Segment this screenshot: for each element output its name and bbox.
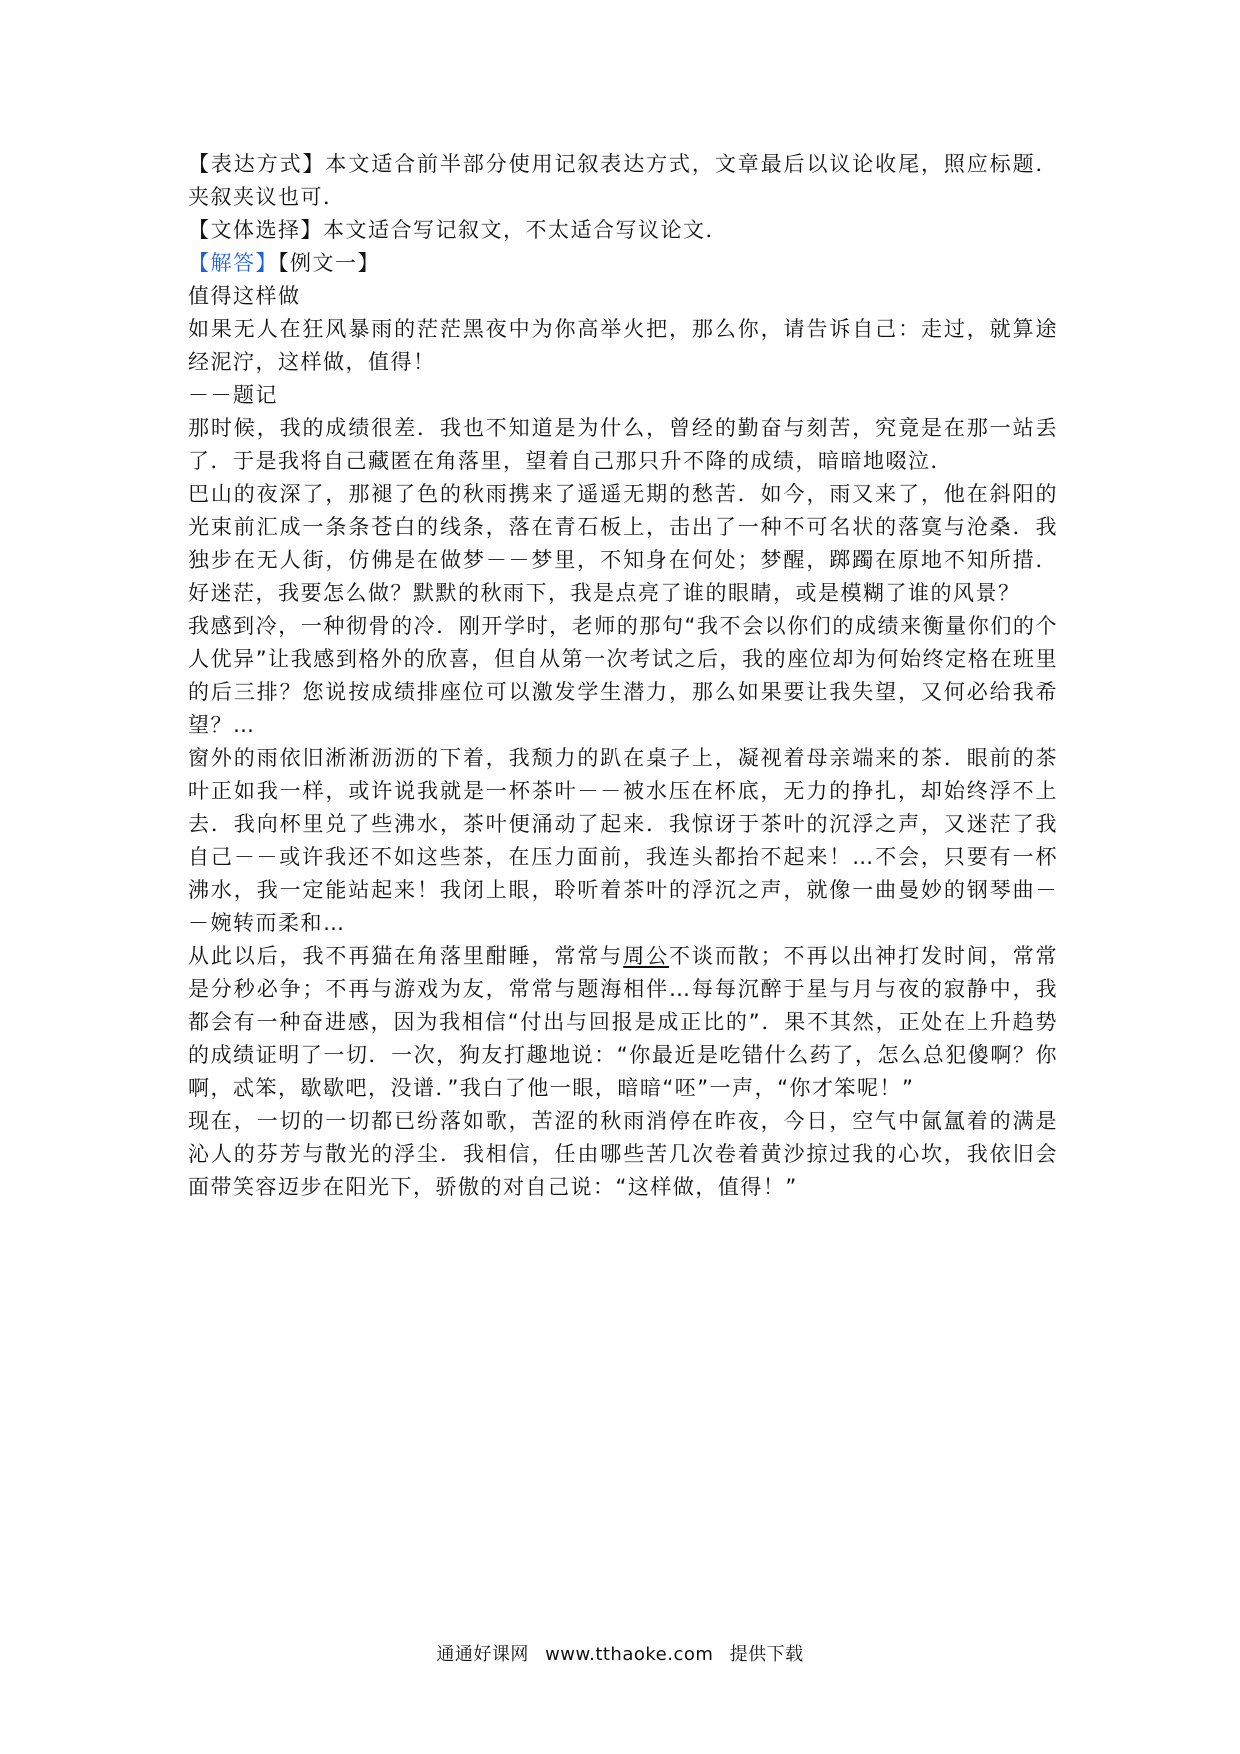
answer-heading [188, 247, 1058, 280]
essay-paragraph-3: 我感到冷，一种彻骨的冷．刚开学时，老师的那句“我不会以你们的成绩来衡量你们的个人优异”让我感到格外的欣喜，但自从第一次考试之后，我的座位却为何始终定格在班里的后三排？您说按成绩排座位可以激发学生潜力，那么如果要让我失望，又何必给我希望？… [188, 614, 1058, 737]
example-label: 【例文一】 [278, 251, 380, 275]
footer-suffix: 提供下载 [729, 1644, 804, 1665]
footer-url: www.tthaoke.com [545, 1644, 714, 1665]
paragraph-5-end: 不谈而散；不再以出神打发时间，常常是分秒必争；不再与游戏为友，常常与题海相伴…每每沉醉于星与月与夜的寂静中，我都会有一种奋进感，因为我相信“付出与回报是成正比的”．果不其然，正处在上升趋势的成绩证明了一切．一次，狗友打趣地说：“你最近是吃错什么药了，怎么总犯傻啊？你啊，忒笨，歇歇吧，没谱．”我白了他一眼，暗暗“呸”一声，“你才笨呢！” [188, 944, 1059, 1100]
essay-title: 值得这样做 [188, 284, 301, 308]
essay-paragraph-5 [188, 940, 1058, 1105]
expression-method-paragraph: 【表达方式】本文适合前半部分使用记叙表达方式，文章最后以议论收尾，照应标题．夹叙夹议也可． [188, 152, 1058, 209]
document-body [188, 148, 1058, 1204]
genre-choice-paragraph: 【文体选择】本文适合写记叙文，不太适合写议论文． [188, 218, 728, 242]
essay-paragraph-2: 巴山的夜深了，那褪了色的秋雨携来了遥遥无期的愁苦．如今，雨又来了，他在斜阳的光束前汇成一条条苍白的线条，落在青石板上，击出了一种不可名状的落寞与沧桑．我独步在无人街，仿佛是在做梦－－梦里，不知身在何处；梦醒，踯躅在原地不知所措．好迷茫，我要怎么做？默默的秋雨下，我是点亮了谁的眼睛，或是模糊了谁的风景？ [188, 482, 1058, 605]
essay-paragraph-4: 窗外的雨依旧淅淅沥沥的下着，我颓力的趴在桌子上，凝视着母亲端来的茶．眼前的茶叶正如我一样，或许说我就是一杯茶叶－－被水压在杯底，无力的挣扎，却始终浮不上去．我向杯里兑了些沸水，茶叶便涌动了起来．我惊讶于茶叶的沉浮之声，又迷茫了我自己－－或许我还不如这些茶，在压力面前，我连头都抬不起来！…不会，只要有一杯沸水，我一定能站起来！我闭上眼，聆听着茶叶的浮沉之声，就像一曲曼妙的钢琴曲－－婉转而柔和… [188, 746, 1058, 935]
essay-paragraph-1: 那时候，我的成绩很差．我也不知道是为什么，曾经的勤奋与刻苦，究竟是在那一站丢了．于是我将自己藏匿在角落里，望着自己那只升不降的成绩，暗暗地啜泣． [188, 416, 1058, 473]
footer-site-name: 通通好课网 [436, 1644, 529, 1665]
essay-paragraph-6: 现在，一切的一切都已纷落如歌，苦涩的秋雨消停在昨夜，今日，空气中氤氲着的满是沁人的芬芳与散光的浮尘．我相信，任由哪些苦几次卷着黄沙掠过我的心坎，我依旧会面带笑容迈步在阳光下，骄傲的对自己说：“这样做，值得！” [188, 1109, 1058, 1199]
epigraph-note: －－题记 [188, 383, 278, 407]
page-footer [0, 1640, 1240, 1666]
paragraph-5-start: 从此以后，我不再猫在角落里酣睡，常常与 [188, 944, 624, 968]
underlined-term: 周公 [623, 944, 670, 968]
answer-label: 【解答】 [188, 251, 278, 275]
epigraph: 如果无人在狂风暴雨的茫茫黑夜中为你高举火把，那么你，请告诉自己：走过，就算途经泥泞，这样做，值得！ [188, 317, 1058, 374]
